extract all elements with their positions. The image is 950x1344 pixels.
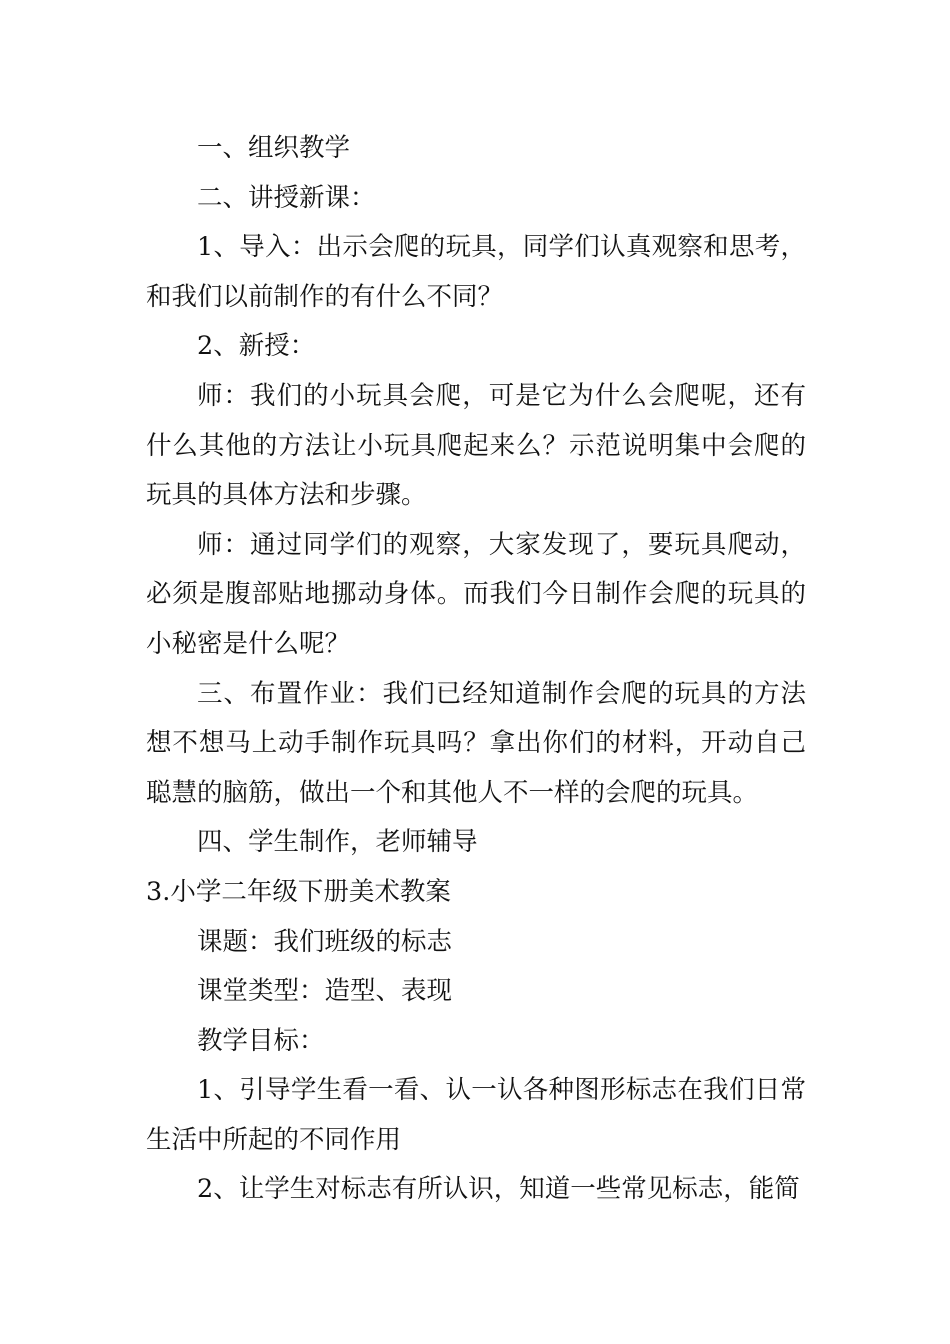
paragraph-goal-2: 2、让学生对标志有所认识，知道一些常见标志，能简 (197, 1174, 800, 1205)
paragraph-class-type: 课堂类型：造型、表现 (197, 976, 453, 1007)
paragraph-new-teaching: 2、新授： (197, 331, 316, 362)
paragraph-goal-1: 1、引导学生看一看、认一认各种图形标志在我们日常生活中所起的不同作用 (146, 1075, 806, 1155)
paragraph-teaching-goals: 教学目标： (197, 1025, 325, 1056)
paragraph-topic: 课题：我们班级的标志 (197, 926, 453, 957)
paragraph-organize-teaching: 一、组织教学 (197, 133, 351, 163)
section-heading-lesson-3: 3.小学二年级下册美术教案 (146, 876, 451, 907)
document-body (146, 124, 806, 1215)
paragraph-teacher-observation: 师：通过同学们的观察，大家发现了，要玩具爬动，必须是腹部贴地挪动身体。而我们今日制作会爬的玩具的小秘密是什么呢？ (146, 529, 806, 659)
paragraph-assignment: 三、布置作业：我们已经知道制作会爬的玩具的方法想不想马上动手制作玩具吗？拿出你们的材料，开动自己聪慧的脑筋，做出一个和其他人不一样的会爬的玩具。 (146, 678, 806, 808)
paragraph-new-lesson: 二、讲授新课： (197, 182, 376, 213)
paragraph-student-making: 四、学生制作，老师辅导 (197, 827, 478, 858)
paragraph-teacher-question: 师：我们的小玩具会爬，可是它为什么会爬呢，还有什么其他的方法让小玩具爬起来么？示范说明集中会爬的玩具的具体方法和步骤。 (146, 380, 806, 511)
paragraph-introduction: 1、导入：出示会爬的玩具，同学们认真观察和思考，和我们以前制作的有什么不同？ (146, 232, 806, 312)
